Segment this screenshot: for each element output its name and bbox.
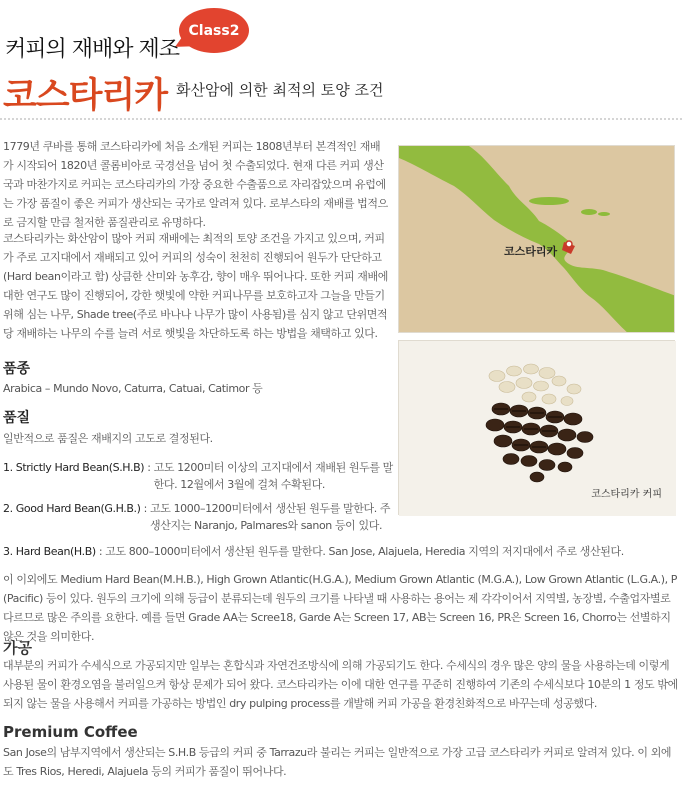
grade-separator: :	[95, 545, 106, 558]
class-badge: Class2	[179, 8, 249, 53]
map-label: 코스타리카	[504, 245, 558, 258]
variety-text: Arabica – Mundo Novo, Caturra, Catuai, Catimor 등	[3, 382, 263, 395]
beans-caption: 코스타리카 커피	[591, 489, 662, 500]
grade-separator: :	[144, 461, 154, 474]
grade-description: 고도 800–1000미터에서 생산된 원두를 말한다. San Jose, Alajuela, Heredia 지역의 저지대에서 주로 생산된다.	[105, 545, 624, 558]
processing-heading: 가공	[3, 639, 32, 657]
intro-paragraph-2: 코스타리카는 화산암이 많아 커피 재배에는 최적의 토양 조건을 가지고 있으며, 커피가 주로 고지대에서 재배되고 있어 커피의 성숙이 천천히 진행되어 원두가 단단하고(Hard bean이라고 함) 상큼한 산미와 농후감, 향이 매우 뛰어나다. 또한 커피 재배에 대한 연구도 많이 진행되어, 강한 햇빛에 약한 커피나무를 보호하고자 그늘을 만들기 위해 심는 나무, Shade tree(주로 바나나 나무가 많이 사용됨)를 심지 않고 단위면적 당 재배하는 나무의 수를 늘려 서로 햇빛을 차단하도록 하는 방법을 채택하고 있다.	[3, 232, 388, 340]
grade-description: 고도 1000–1200미터에서 생산된 원두를 말한다. 주 생산지는 Naranjo, Palmares와 sanon 등이 있다.	[150, 502, 391, 532]
costa-rica-map	[398, 145, 675, 333]
grade-item-1	[3, 459, 393, 493]
coffee-beans-photo	[398, 340, 675, 515]
grade-description: 고도 1200미터 이상의 고지대에서 재배된 원두를 말한다. 12월에서 3월에 걸쳐 수확된다.	[153, 461, 393, 491]
grade-label: 2. Good Hard Bean(G.H.B.)	[3, 502, 141, 515]
grade-label: 1. Strictly Hard Bean(S.H.B)	[3, 461, 145, 474]
grade-item-3	[3, 543, 678, 560]
variety-heading: 품종	[3, 361, 31, 377]
processing-text: 대부분의 커피가 수세식으로 가공되지만 일부는 혼합식과 자연건조방식에 의해 가공되기도 한다. 수세식의 경우 많은 양의 물을 사용하는데 이렇게 사용된 물이 환경오염을 불러일으켜 항상 문제가 되어 왔다. 코스타리카는 이에 대한 연구를 꾸준히 진행하여 기존의 수세식보다 10분의 1 정도 밖에 되지 않는 물을 사용해서 커피를 가공하는 방법인 dry pulping process를 개발해 커피 가공을 환경친화적으로 바꾸는데 성공했다.	[3, 659, 678, 710]
premium-heading: Premium Coffee	[3, 723, 138, 741]
intro-paragraph-1: 1779년 쿠바를 통해 코스타리카에 처음 소개된 커피는 1808년부터 본격적인 재배가 시작되어 1820년 콜롬비아로 국경선을 넘어 첫 수출되었다. 현재 다른 커피 생산국과 마찬가지로 커피는 코스타리카의 가장 중요한 수출품으로 자리잡았으며 유럽에는 가장 품질이 좋은 커피가 생산되는 국가로 알려져 있다. 로부스타의 재배를 법적으로 금지할 만큼 철저한 품질관리로 유명하다.	[3, 140, 388, 229]
map-illustration	[399, 146, 675, 333]
header-divider	[0, 118, 682, 120]
page-title: 코스타리카	[3, 76, 168, 116]
page-subtitle: 화산암에 의한 최적의 토양 조건	[176, 81, 384, 99]
page-header	[0, 0, 682, 118]
quality-heading: 품질	[3, 410, 31, 426]
quality-intro: 일반적으로 품질은 재배지의 고도로 결정된다.	[3, 432, 213, 445]
grade-separator: :	[140, 502, 151, 515]
quality-note: 이 이외에도 Medium Hard Bean(M.H.B.), High Grown Atlantic(H.G.A.), Medium Grown Atlantic (M.G.A.), Low Grown Atlantic (L.G.A.), P(Pacific) 등이 있다. 원두의 크기에 의해 등급이 분류되는데 원두의 크기를 나타낼 때 사용하는 용어는 제 각각이어서 지역별, 농장별, 수출업자별로 다르므로 많은 주의를 요한다. 예를 들면 Grade AA는 Scree18, Garde A는 Screen 17, AB는 Screen 16, PR은 Screen 16, Chorro는 선별하지 않은 것을 의미한다.	[3, 573, 678, 643]
section-title: 커피의 재배와 제조	[5, 37, 180, 62]
grade-item-2	[3, 500, 393, 534]
grade-label: 3. Hard Bean(H.B)	[3, 545, 96, 558]
premium-text: San Jose의 남부지역에서 생산되는 S.H.B 등급의 커피 중 Tarrazu라 불리는 커피는 일반적으로 가장 고급 코스타리카 커피로 알려져 있다. 이 외에도 Tres Rios, Heredi, Alajuela 등의 커피가 품질이 뛰어나다.	[3, 746, 672, 778]
